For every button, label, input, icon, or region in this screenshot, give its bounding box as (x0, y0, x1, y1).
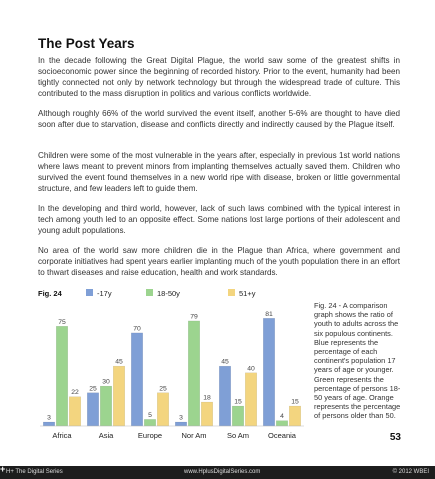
bar-value-label: 22 (71, 389, 79, 397)
bar-nor-am-2 (201, 402, 213, 426)
bar-value-label: 81 (265, 310, 273, 318)
figure-label: Fig. 24 (38, 289, 62, 298)
legend-label-2: 51+y (239, 289, 256, 298)
bar-value-label: 15 (234, 398, 242, 406)
x-tick-label: Africa (52, 431, 72, 440)
bar-value-label: 25 (89, 385, 97, 393)
bar-value-label: 4 (280, 413, 284, 421)
bar-value-label: 70 (133, 325, 141, 333)
figure-caption: Fig. 24 - A comparison graph shows the ratio of youth to adults across the six populous continents. Blue represents the percentage of each continent's population 17 years of age or younger. Green represents the percentage of persons 18-50 years of age. Orange represents the percentage of persons older than 50. (314, 301, 401, 421)
paragraph-3: Children were some of the most vulnerable in the years after, especially in previous 1st world nations where laws meant to prevent minors from implanting themselves actually saved them. Children who survived the event found themselves in a new world ripe with disease, broken or little governmental structure, and few leaders left to guide them. (38, 151, 400, 193)
x-tick-label: Nor Am (181, 431, 207, 440)
bar-oceania-1 (276, 421, 288, 426)
bar-value-label: 30 (102, 378, 110, 386)
legend-label-0: -17y (97, 289, 112, 298)
bar-europe-0 (131, 333, 143, 426)
page-number: 53 (389, 432, 401, 443)
x-tick-label: Oceania (268, 431, 296, 440)
legend-swatch-0 (86, 289, 93, 296)
bar-nor-am-0 (175, 422, 187, 426)
bar-value-label: 3 (47, 414, 51, 422)
bar-africa-0 (43, 422, 55, 426)
legend-swatch-2 (228, 289, 235, 296)
bar-nor-am-1 (188, 321, 200, 426)
bar-so-am-1 (232, 406, 244, 426)
bar-oceania-2 (289, 406, 301, 426)
x-tick-label: Asia (98, 431, 114, 440)
bar-value-label: 25 (159, 385, 167, 393)
paragraph-1: In the decade following the Great Digital Plague, the world saw some of the greatest shifts in socioeconomic power since the beginning of recorded history. Prior to the event, humanity had been tightly connected not only by network technology but through the widespread trade of culture. This contributed to the mass disruption in politics and various conflicts worldwide. (38, 56, 400, 98)
bar-asia-0 (87, 393, 99, 426)
bar-europe-2 (157, 393, 169, 426)
bar-value-label: 45 (115, 358, 123, 366)
plus-logo-icon: + (0, 464, 6, 474)
bar-value-label: 3 (179, 414, 183, 422)
page-title: The Post Years (38, 36, 135, 51)
bar-value-label: 18 (203, 394, 211, 402)
legend-label-1: 18-50y (157, 289, 180, 298)
chart-legend (86, 289, 256, 298)
population-bar-chart (38, 284, 308, 449)
bar-so-am-2 (245, 373, 257, 426)
bar-value-label: 75 (58, 318, 66, 326)
paragraph-5: No area of the world saw more children die in the Plague than Africa, where government and corporate initiatives had spent years earlier implanting much of the youth population there in an effort to thwart diseases and raise education, health and work standards. (38, 246, 400, 277)
footer-series-name: H+ The Digital Series (6, 469, 63, 475)
bar-value-label: 5 (148, 411, 152, 419)
bar-oceania-0 (263, 318, 275, 426)
bar-africa-1 (56, 326, 68, 426)
chart-bars (43, 311, 301, 426)
paragraph-4: In the developing and third world, however, lack of such laws combined with the typical interest in tech among youth led to an opposite effect. Some nations lost large portions of their adolescent and young adult populations. (38, 204, 400, 235)
footer-copyright: © 2012 WBEI (392, 469, 429, 475)
x-tick-label: So Am (226, 431, 250, 440)
x-tick-label: Europe (137, 431, 163, 440)
bar-africa-2 (69, 397, 81, 426)
bar-value-label: 15 (291, 398, 299, 406)
bar-so-am-0 (219, 366, 231, 426)
bar-value-label: 45 (221, 358, 229, 366)
bar-value-label: 40 (247, 365, 255, 373)
legend-swatch-1 (146, 289, 153, 296)
bar-europe-1 (144, 419, 156, 426)
bar-asia-2 (113, 366, 125, 426)
footer-website-link[interactable]: www.HplusDigitalSeries.com (184, 469, 261, 475)
paragraph-2: Although roughly 66% of the world survived the event itself, another 5-6% are thought to have died soon after due to starvation, disease and conflicts directly and indirectly caused by the Plague itself. (38, 109, 400, 129)
bar-asia-1 (100, 386, 112, 426)
chart-x-axis (40, 426, 304, 440)
footer-bar (0, 466, 435, 479)
bar-value-label: 79 (190, 313, 198, 321)
